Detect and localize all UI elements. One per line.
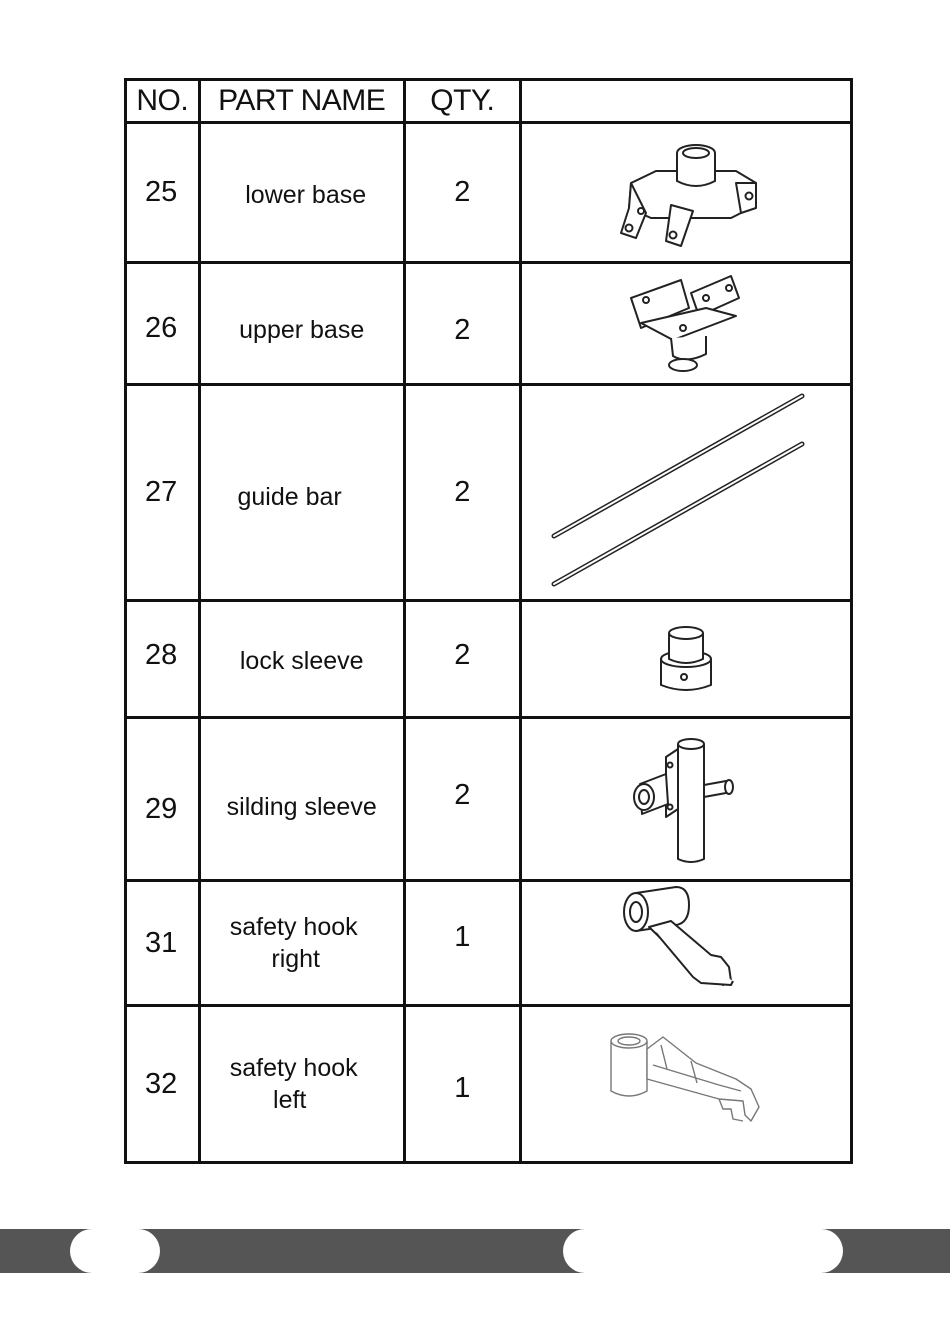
table-row [126,385,852,601]
lock-sleeve-icon [651,619,721,699]
safety-hook-right-icon [611,885,761,1001]
part-number: 32 [126,1006,200,1163]
part-qty: 1 [404,881,520,1006]
table-row [126,263,852,385]
part-name [199,718,404,881]
footer-title-pill [563,1229,843,1273]
table-row [126,718,852,881]
part-qty: 2 [404,123,520,263]
table-row [126,881,852,1006]
part-image-cell [520,1006,851,1163]
header-no: NO. [126,80,200,123]
part-image-cell [520,385,851,601]
sliding-sleeve-icon [626,729,746,869]
guide-bar-icon [522,388,851,598]
part-name [199,123,404,263]
safety-hook-left-icon [601,1029,771,1139]
part-name-line1: safety hook [229,913,358,941]
table-header-row [126,80,852,123]
part-name-text: lower base [245,180,367,209]
part-name-text: guide bar [237,482,342,511]
part-number: 31 [126,881,200,1006]
footer-page-pill [70,1229,160,1273]
table-row [126,123,852,263]
part-name [199,601,404,718]
part-qty: 2 [404,263,520,385]
part-number: 26 [126,263,200,385]
header-image [520,80,851,123]
table-row [126,1006,852,1163]
part-name [199,1006,404,1163]
part-number: 27 [126,385,200,601]
part-qty: 1 [404,1006,520,1163]
part-number: 28 [126,601,200,718]
footer-bar [0,1229,950,1273]
part-name-text: silding sleeve [226,793,377,821]
part-image-cell [520,601,851,718]
part-name [199,881,404,1006]
part-qty: 2 [404,601,520,718]
part-image-cell [520,123,851,263]
part-image-cell [520,263,851,385]
header-part-name: PART NAME [199,80,404,123]
upper-base-icon [611,268,761,380]
table-row [126,601,852,718]
part-name-text: lock sleeve [239,647,364,675]
header-qty: QTY. [404,80,520,123]
part-name-line1: safety hook [229,1054,358,1082]
part-image-cell [520,881,851,1006]
part-name-line2: left [273,1086,307,1114]
part-qty: 2 [404,718,520,881]
part-name-text: upper base [239,315,365,344]
part-number: 25 [126,123,200,263]
part-qty: 2 [404,385,520,601]
part-name [199,263,404,385]
part-name [199,385,404,601]
parts-table [124,78,853,1164]
part-image-cell [520,718,851,881]
part-number: 29 [126,718,200,881]
lower-base-icon [611,133,761,253]
part-name-line2: right [271,945,321,973]
